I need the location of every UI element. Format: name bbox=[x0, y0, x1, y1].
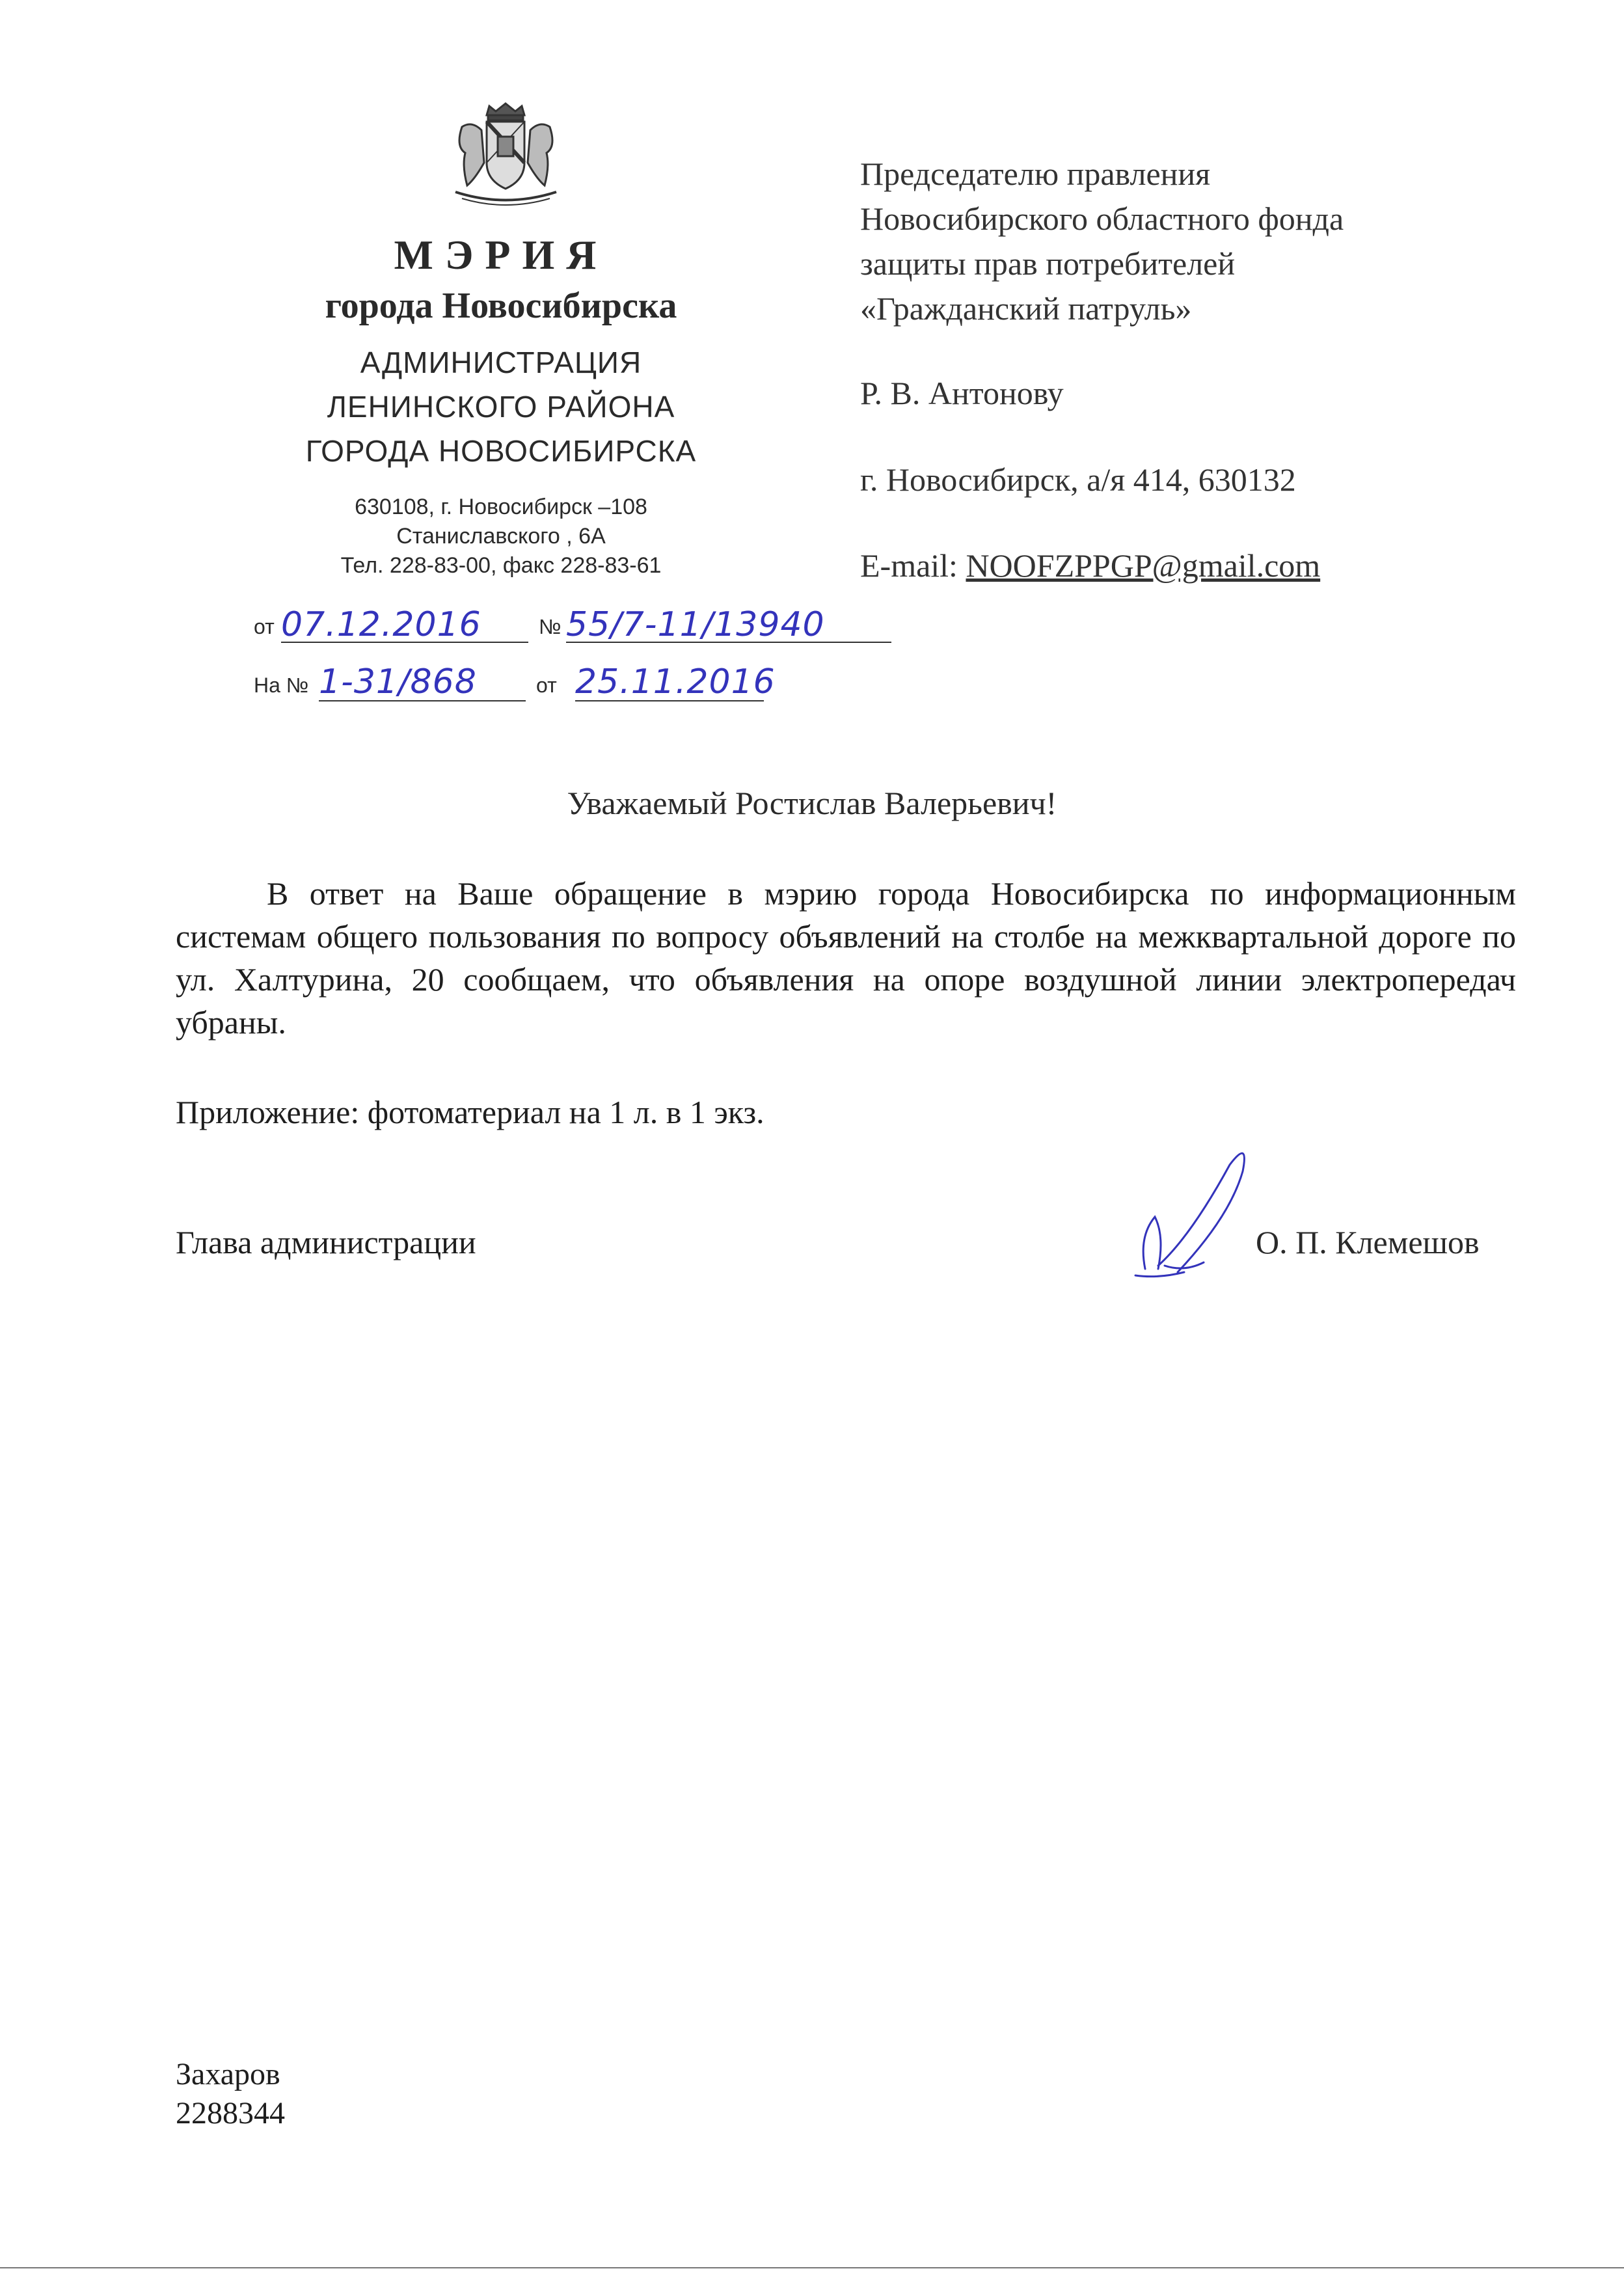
registration-number-line bbox=[566, 605, 891, 643]
recipient-name: Р. В. Антонову bbox=[860, 375, 1064, 411]
signatory-name: О. П. Клемешов bbox=[1256, 1224, 1480, 1260]
admin-line-2: ЛЕНИНСКОГО РАЙОНА bbox=[327, 390, 675, 424]
registration-from-label: от bbox=[254, 615, 275, 638]
recipient-line-4: «Гражданский патруль» bbox=[860, 290, 1192, 327]
mayor-title: МЭРИЯ bbox=[394, 232, 608, 278]
letter-body-paragraph: В ответ на Ваше обращение в мэрию города Новосибирска по информационным системам общего пользования по вопросу объявлений на столбе на межквартальной дороге по ул. Халтурина, 20 сообщаем, что объявления на опоре воздушной линии электропередач убраны. bbox=[176, 875, 1516, 1041]
registration-number-label: № bbox=[539, 615, 562, 638]
email-link[interactable]: NOOFZPPGP@gmail.com bbox=[966, 547, 1321, 584]
reply-number-label: На № bbox=[254, 674, 309, 697]
recipient-line-2: Новосибирского областного фонда bbox=[860, 200, 1344, 237]
greeting: Уважаемый Ростислав Валерьевич! bbox=[567, 785, 1057, 821]
admin-line-1: АДМИНИСТРАЦИЯ bbox=[360, 346, 642, 379]
recipient-line-3: защиты прав потребителей bbox=[860, 245, 1236, 282]
bottom-divider bbox=[0, 2267, 1624, 2268]
registration-date: 07.12.2016 bbox=[281, 605, 481, 644]
handwritten-signature-icon bbox=[1119, 1139, 1288, 1288]
reply-number: 1-31/868 bbox=[319, 662, 477, 701]
reply-number-line bbox=[319, 662, 526, 701]
reply-date: 25.11.2016 bbox=[575, 662, 776, 701]
registration-number: 55/7-11/13940 bbox=[566, 605, 825, 644]
email-label: E-mail: bbox=[860, 547, 958, 584]
recipient-line-1: Председателю правления bbox=[860, 156, 1211, 192]
recipient-email-row bbox=[860, 545, 1576, 586]
reply-from-label: от bbox=[536, 674, 557, 697]
executor-phone: 2288344 bbox=[176, 2096, 285, 2130]
executor-name: Захаров bbox=[176, 2057, 280, 2091]
address-line-1: 630108, г. Новосибирск –108 bbox=[355, 495, 647, 519]
admin-line-3: ГОРОДА НОВОСИБИРСКА bbox=[305, 434, 697, 468]
attachment-line: Приложение: фотоматериал на 1 л. в 1 экз. bbox=[176, 1094, 765, 1130]
recipient-address: г. Новосибирск, а/я 414, 630132 bbox=[860, 461, 1296, 498]
address-line-2: Станиславского , 6А bbox=[396, 524, 606, 549]
registration-date-line bbox=[281, 605, 528, 643]
address-line-3: Тел. 228-83-00, факс 228-83-61 bbox=[340, 553, 662, 578]
signatory-title: Глава администрации bbox=[176, 1224, 476, 1260]
coat-of-arms-icon bbox=[436, 101, 576, 208]
reply-date-line bbox=[575, 662, 776, 701]
mayor-city: города Новосибирска bbox=[325, 286, 677, 326]
letter-body bbox=[176, 872, 1516, 1044]
